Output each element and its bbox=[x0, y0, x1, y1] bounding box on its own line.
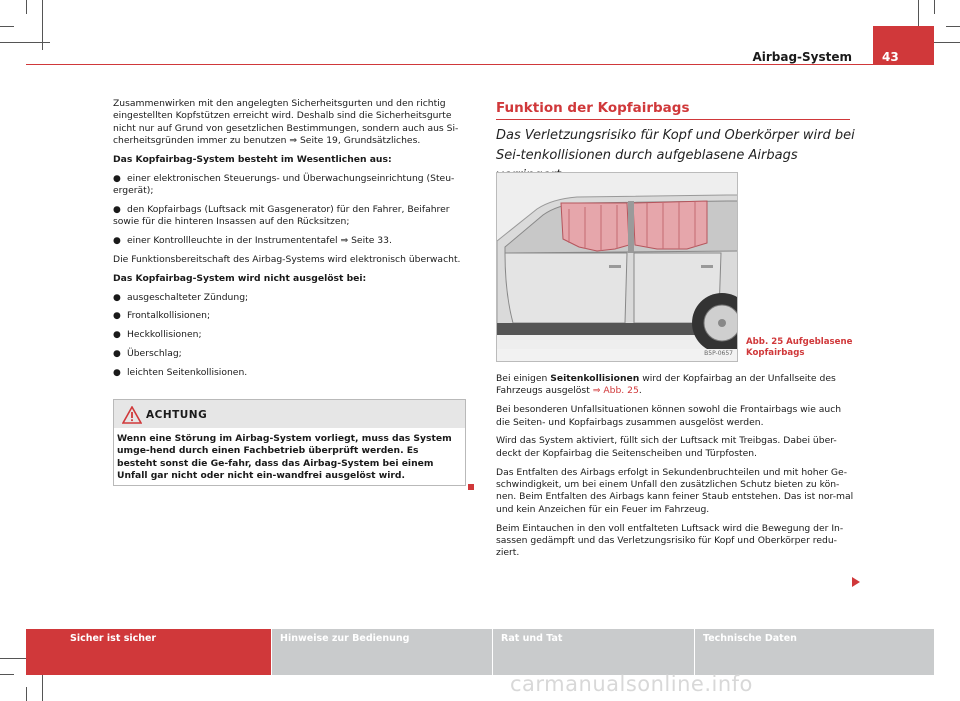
list-item: ● einer elektronischen Steuerungs- und Überwachungseinrichtung (Steu-ergerät); bbox=[113, 172, 455, 197]
continue-arrow-icon bbox=[852, 577, 860, 587]
bullet-icon: ● bbox=[113, 173, 121, 184]
crop-mark bbox=[0, 674, 14, 675]
figure-caption: Abb. 25 Aufgeblasene Kopfairbags bbox=[746, 337, 853, 358]
warning-title: ACHTUNG bbox=[146, 409, 208, 421]
bullet-icon: ● bbox=[113, 367, 121, 378]
body-paragraph: Das Entfalten des Airbags erfolgt in Sekundenbruchteilen und mit hoher Ge-schwindigkeit, um bei einem Unfall den zusätzlichen Schutz bieten zu kön-nen. Beim Entfalten des Airbags kann feiner Staub entstehen. Das ist nor-mal und kein Anzeichen für ein Feuer im Fahrzeug. bbox=[496, 466, 854, 515]
warning-triangle-icon bbox=[122, 406, 142, 424]
list-item: ● einer Kontrollleuchte in der Instrumententafel ⇒ Seite 33. bbox=[113, 235, 392, 247]
crop-mark bbox=[26, 687, 27, 701]
body-paragraph: Beim Eintauchen in den voll entfalteten Luftsack wird die Bewegung der In-sassen gedämpft und das Verletzungsrisiko für Kopf und Oberkörper redu-ziert. bbox=[496, 522, 844, 559]
footer-tab-operation[interactable]: Hinweise zur Bedienung bbox=[271, 629, 492, 675]
figure-airbag-illustration bbox=[496, 172, 738, 362]
bullet-icon: ● bbox=[113, 311, 121, 322]
section-title: Funktion der Kopfairbags bbox=[496, 100, 690, 116]
figure-reference-link[interactable]: ⇒ Abb. 25 bbox=[592, 385, 639, 397]
left-column bbox=[113, 98, 465, 386]
right-column bbox=[496, 373, 854, 566]
consists-heading: Das Kopfairbag-System besteht im Wesentlichen aus: bbox=[113, 154, 392, 166]
list-item: ● Frontalkollisionen; bbox=[113, 310, 211, 322]
figure-code: B5P-0657 bbox=[704, 350, 733, 357]
list-item: ● Heckkollisionen; bbox=[113, 329, 202, 341]
bullet-icon: ● bbox=[113, 236, 121, 247]
running-title: Airbag-System bbox=[752, 50, 852, 64]
lead-text: Das Verletzungsrisiko für Kopf und Oberkörper wird bei Sei-tenkollisionen durch aufgeblasene Airbags bbox=[496, 128, 855, 163]
watermark: carmanualsonline.info bbox=[510, 672, 753, 696]
header-rule bbox=[26, 64, 934, 65]
list-item: ● leichten Seitenkollisionen. bbox=[113, 366, 248, 378]
crop-mark bbox=[0, 26, 14, 27]
page-number: 43 bbox=[873, 26, 934, 65]
footer-tab-technical[interactable]: Technische Daten bbox=[694, 629, 934, 675]
body-paragraph: Bei einigen Seitenkollisionen wird der Kopfairbag an der Unfallseite des Fahrzeugs ausgelöst ⇒ Abb. 25. bbox=[496, 373, 836, 397]
section-rule bbox=[496, 119, 850, 120]
bullet-icon: ● bbox=[113, 330, 121, 341]
warning-header bbox=[114, 400, 465, 428]
warning-box bbox=[113, 399, 466, 486]
bullet-icon: ● bbox=[113, 292, 121, 303]
body-paragraph: Bei besonderen Unfallsituationen können sowohl die Frontairbags wie auch die Seiten- und Kopfairbags zusammen ausgelöst werden. bbox=[496, 404, 842, 428]
body-paragraph: Wird das System aktiviert, füllt sich der Luftsack mit Treibgas. Dabei über-deckt der Kopfairbag die Seitenscheiben und Türpfosten. bbox=[496, 435, 837, 459]
list-item: ● Überschlag; bbox=[113, 348, 182, 359]
bullet-icon: ● bbox=[113, 205, 121, 216]
footer-tab-advice[interactable]: Rat und Tat bbox=[492, 629, 694, 675]
list-item: ● den Kopfairbags (Luftsack mit Gasgenerator) für den Fahrer, Beifahrer sowie für die hinteren Insassen auf den Rücksitzen; bbox=[113, 204, 450, 228]
warning-text: Wenn eine Störung im Airbag-System vorliegt, muss das System umge-hend durch einen Fachbetrieb überprüft werden. Es besteht sonst die Ge-fahr, dass das Airbag-System bei einem Unfall gar nicht oder nicht ein-wandfrei ausgelöst wird. bbox=[117, 433, 452, 482]
intro-paragraph: Zusammenwirken mit den angelegten Sicherheitsgurten und den richtig eingestellten Kopfstützen erreicht wird. Deshalb sind die Sicherheitsgurte nicht nur auf Grund von gesetzlichen Bestimmungen, sondern auch aus Si-cherheitsgründen immer zu benutzen ⇒ Seite 19, Grundsätzliches. bbox=[113, 98, 459, 147]
crop-mark bbox=[946, 26, 960, 27]
not-triggered-heading: Das Kopfairbag-System wird nicht ausgelöst bei: bbox=[113, 272, 367, 284]
section-end-marker bbox=[468, 484, 474, 490]
car-side-illustration bbox=[497, 173, 738, 362]
monitor-paragraph: Die Funktionsbereitschaft des Airbag-Systems wird elektronisch überwacht. bbox=[113, 254, 461, 266]
footer-tab-safety[interactable]: Sicher ist sicher bbox=[26, 629, 271, 675]
crop-mark bbox=[0, 42, 50, 43]
bullet-icon: ● bbox=[113, 349, 121, 359]
footer-nav bbox=[26, 629, 934, 675]
crop-mark bbox=[26, 0, 27, 14]
list-item: ● ausgeschalteter Zündung; bbox=[113, 291, 249, 303]
crop-mark bbox=[934, 0, 935, 14]
